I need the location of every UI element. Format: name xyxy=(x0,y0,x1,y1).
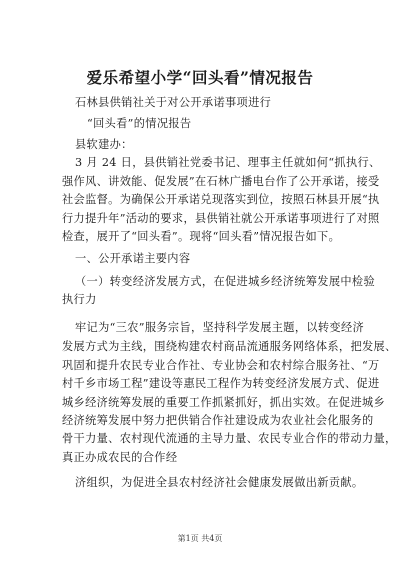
body-line: 城乡经济统筹发展的重要工作抓紧抓好，抓出实效。在促进城乡 xyxy=(62,396,386,409)
body-line: 村千乡市场工程”建设等惠民工程作为转变经济发展方式、促进 xyxy=(62,377,380,390)
body-line: 行力提升年”活动的要求，县供销社就公开承诺事项进行了对照 xyxy=(62,212,380,225)
body-line: 发展方式为主线，围绕构建农村商品流通服务网络体系，把发展、 xyxy=(62,340,397,353)
body-line: “回头看”的情况报告 xyxy=(87,117,192,130)
body-line: 真正办成农民的合作经 xyxy=(62,451,178,464)
body-line: 强作风、讲效能、促发展”在石林广播电台作了公开承诺，接受 xyxy=(62,175,380,188)
subsection-heading-continued: 执行力 xyxy=(62,293,97,306)
body-line: 县软建办： xyxy=(75,138,133,151)
body-line: 牢记为“三农”服务宗旨，坚持科学发展主题，以转变经济 xyxy=(75,321,365,334)
body-line: 检查，展开了“回头看”。现将“回头看”情况报告如下。 xyxy=(62,230,341,243)
body-line: 巩固和提升农民专业合作社、专业协会和农村综合服务社、“万 xyxy=(62,359,380,372)
body-line: 济组织，为促进全县农村经济社会健康发展做出新贡献。 xyxy=(75,476,364,489)
body-line: 经济统筹发展中努力把供销合作社建设成为农业社会化服务的 xyxy=(62,414,374,427)
page-footer: 第1页 共4页 xyxy=(177,534,223,543)
body-line: 石林县供销社关于对公开承诺事项进行 xyxy=(75,96,272,109)
page-title: 爱乐希望小学“回头看”情况报告 xyxy=(86,68,314,87)
body-line: 社会监督。为确保公开承诺兑现落实到位，按照石林县开展“执 xyxy=(62,193,380,206)
body-line: 骨干力量、农村现代流通的主导力量、农民专业合作的带动力量， xyxy=(62,432,397,445)
subsection-heading: （一）转变经济发展方式，在促进城乡经济统筹发展中检验 xyxy=(75,275,375,288)
body-line: 3 月 24 日，县供销社党委书记、理事主任就如何“抓执行、 xyxy=(75,156,381,169)
section-heading: 一、公开承诺主要内容 xyxy=(75,252,191,265)
